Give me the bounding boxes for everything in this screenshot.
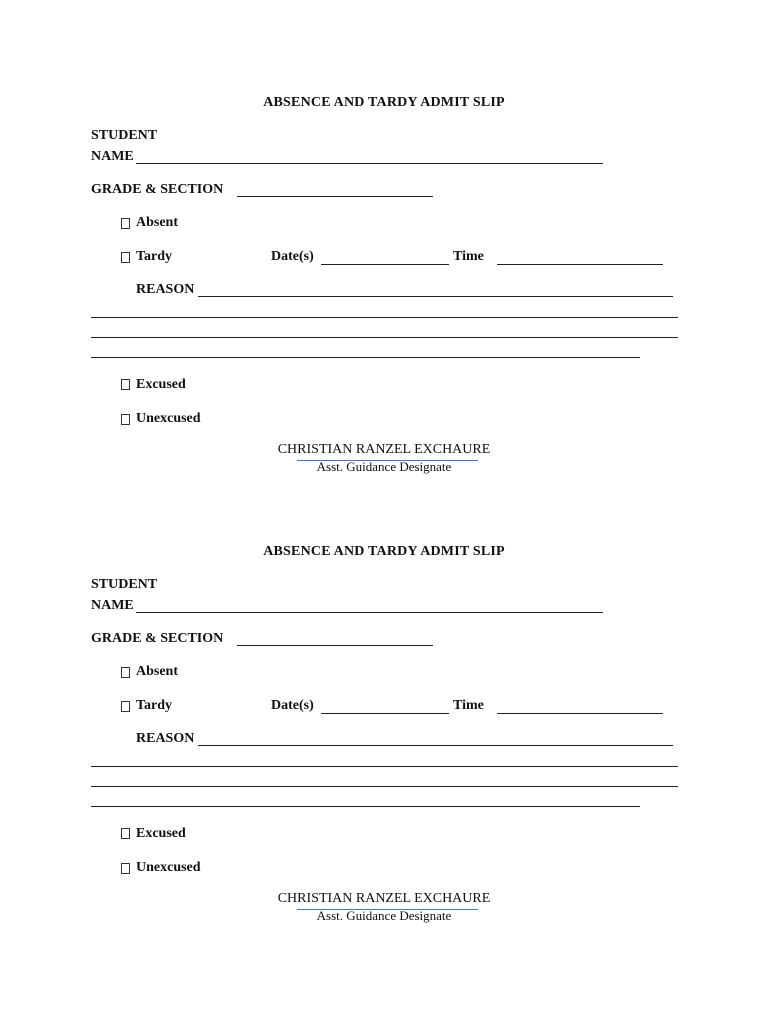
excused-checkbox[interactable] [121, 379, 130, 390]
grade-section-label: GRADE & SECTION [91, 182, 224, 197]
student-label: STUDENT [91, 128, 158, 143]
tardy-label: Tardy [136, 249, 173, 264]
absent-label: Absent [136, 215, 179, 230]
admit-slip-2 [0, 449, 768, 906]
name-label: NAME [91, 598, 134, 613]
student-label: STUDENT [91, 577, 158, 592]
reason-line-2[interactable] [91, 766, 678, 767]
reason-label: REASON [136, 731, 195, 746]
grade-section-label: GRADE & SECTION [91, 631, 224, 646]
reason-line-3[interactable] [91, 337, 678, 338]
signatory-title: Asst. Guidance Designate [316, 459, 452, 474]
tardy-checkbox[interactable] [121, 252, 130, 263]
excused-checkbox[interactable] [121, 828, 130, 839]
time-label: Time [453, 698, 484, 713]
unexcused-checkbox[interactable] [121, 414, 130, 425]
reason-field[interactable] [198, 296, 673, 297]
grade-section-field[interactable] [237, 645, 433, 646]
admit-slip-1 [0, 0, 768, 457]
reason-line-2[interactable] [91, 317, 678, 318]
reason-label: REASON [136, 282, 195, 297]
time-label: Time [453, 249, 484, 264]
absent-label: Absent [136, 664, 179, 679]
unexcused-label: Unexcused [136, 411, 201, 426]
tardy-label: Tardy [136, 698, 173, 713]
signatory-name: CHRISTIAN RANZEL EXCHAURE [277, 442, 491, 457]
slip-title: ABSENCE AND TARDY ADMIT SLIP [263, 95, 505, 110]
signatory-name: CHRISTIAN RANZEL EXCHAURE [277, 891, 491, 906]
reason-line-3[interactable] [91, 786, 678, 787]
excused-label: Excused [136, 826, 186, 841]
dates-label: Date(s) [271, 249, 314, 264]
absent-checkbox[interactable] [121, 218, 130, 229]
name-label: NAME [91, 149, 134, 164]
excused-label: Excused [136, 377, 186, 392]
dates-field[interactable] [321, 713, 449, 714]
time-field[interactable] [497, 713, 663, 714]
reason-field[interactable] [198, 745, 673, 746]
absent-checkbox[interactable] [121, 667, 130, 678]
student-name-field[interactable] [136, 612, 603, 613]
time-field[interactable] [497, 264, 663, 265]
student-name-field[interactable] [136, 163, 603, 164]
reason-line-4[interactable] [91, 357, 640, 358]
dates-label: Date(s) [271, 698, 314, 713]
slip-title: ABSENCE AND TARDY ADMIT SLIP [263, 544, 505, 559]
dates-field[interactable] [321, 264, 449, 265]
reason-line-4[interactable] [91, 806, 640, 807]
grade-section-field[interactable] [237, 196, 433, 197]
tardy-checkbox[interactable] [121, 701, 130, 712]
unexcused-label: Unexcused [136, 860, 201, 875]
unexcused-checkbox[interactable] [121, 863, 130, 874]
signatory-title: Asst. Guidance Designate [316, 908, 452, 923]
